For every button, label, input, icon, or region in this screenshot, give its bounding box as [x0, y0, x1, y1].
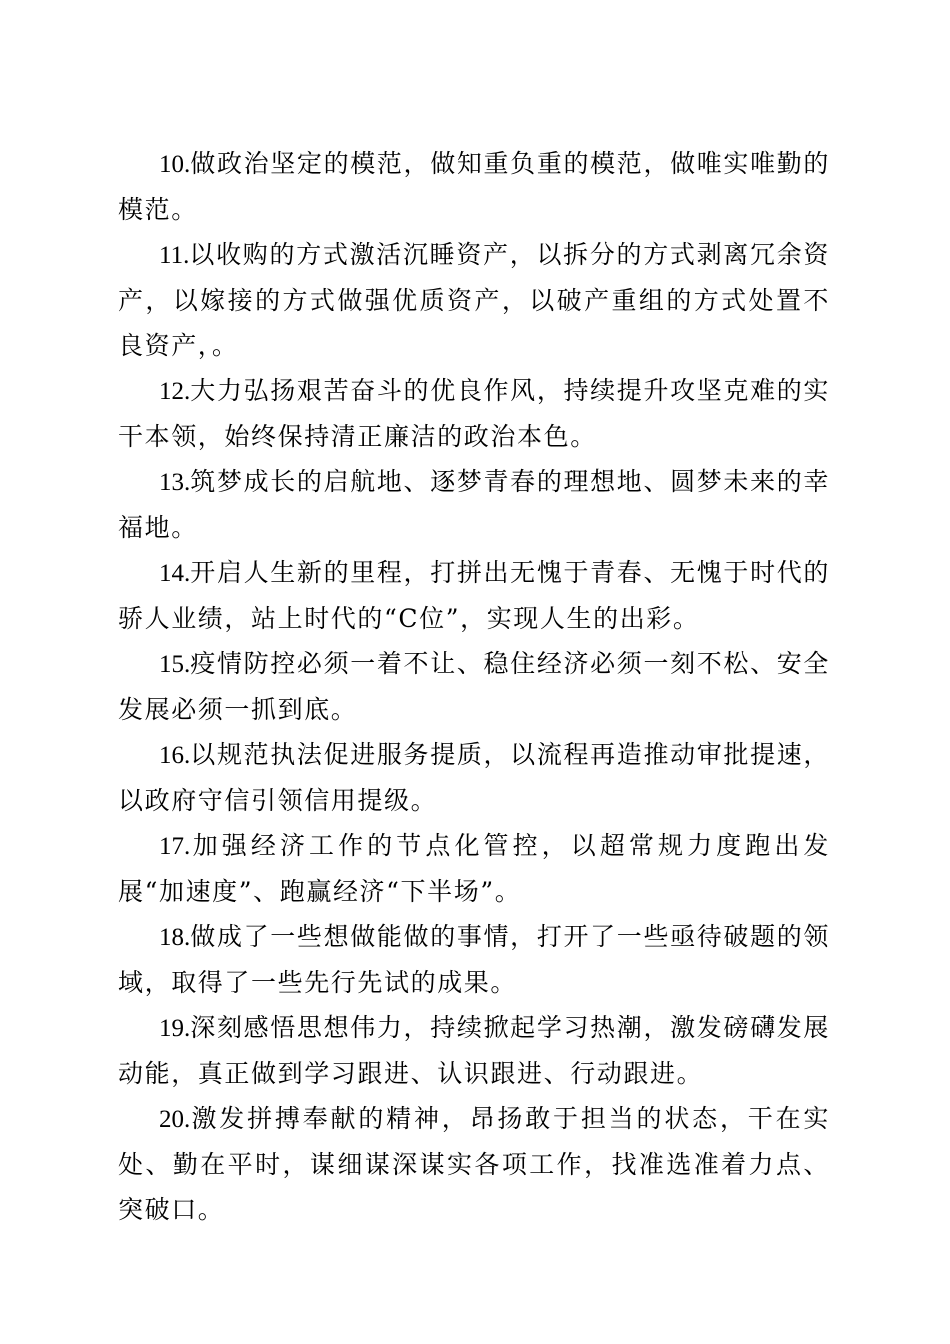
list-item: [118, 1096, 830, 1232]
item-text: 做政治坚定的模范，做知重负重的模范，做唯实唯勤的模范。: [118, 149, 830, 224]
item-text: 深刻感悟思想伟力，持续掀起学习热潮，激发磅礴发展动能，真正做到学习跟进、认识跟进、行动跟进。: [118, 1013, 830, 1088]
item-text: 大力弘扬艰苦奋斗的优良作风，持续提升攻坚克难的实干本领，始终保持清正廉洁的政治本色。: [118, 376, 830, 451]
item-number: 20.: [159, 1106, 191, 1133]
list-item: [118, 732, 830, 823]
item-text: 以收购的方式激活沉睡资产，以拆分的方式剥离冗余资产，以嫁接的方式做强优质资产，以破产重组的方式处置不良资产，。: [118, 240, 830, 360]
list-item: [118, 232, 830, 368]
item-text: 加强经济工作的节点化管控，以超常规力度跑出发展“加速度”、跑赢经济“下半场”。: [118, 831, 830, 906]
list-item: [118, 641, 830, 732]
item-text: 开启人生新的里程，打拼出无愧于青春、无愧于时代的骄人业绩，站上时代的“C位”，实现人生的出彩。: [118, 558, 830, 633]
item-number: 13.: [159, 469, 191, 496]
item-number: 11.: [159, 242, 190, 269]
list-item: [118, 368, 830, 459]
list-item: [118, 550, 830, 641]
item-text: 疫情防控必须一着不让、稳住经济必须一刻不松、安全发展必须一抓到底。: [118, 649, 830, 724]
list-item: [118, 823, 830, 914]
item-number: 17.: [159, 833, 191, 860]
item-number: 12.: [159, 378, 191, 405]
item-number: 19.: [159, 1015, 191, 1042]
document-page: [118, 141, 830, 1232]
item-number: 18.: [159, 924, 191, 951]
item-text: 筑梦成长的启航地、逐梦青春的理想地、圆梦未来的幸福地。: [118, 467, 830, 542]
item-text: 以规范执法促进服务提质，以流程再造推动审批提速，以政府守信引领信用提级。: [118, 740, 830, 815]
item-text: 激发拼搏奉献的精神，昂扬敢于担当的状态，干在实处、勤在平时，谋细谋深谋实各项工作，找准选准着力点、突破口。: [118, 1104, 830, 1224]
item-number: 14.: [159, 560, 191, 587]
item-number: 10.: [159, 151, 191, 178]
list-item: [118, 141, 830, 232]
list-item: [118, 459, 830, 550]
item-text: 做成了一些想做能做的事情，打开了一些亟待破题的领域，取得了一些先行先试的成果。: [118, 922, 830, 997]
list-item: [118, 914, 830, 1005]
list-item: [118, 1005, 830, 1096]
item-number: 15.: [159, 651, 191, 678]
item-number: 16.: [159, 742, 191, 769]
